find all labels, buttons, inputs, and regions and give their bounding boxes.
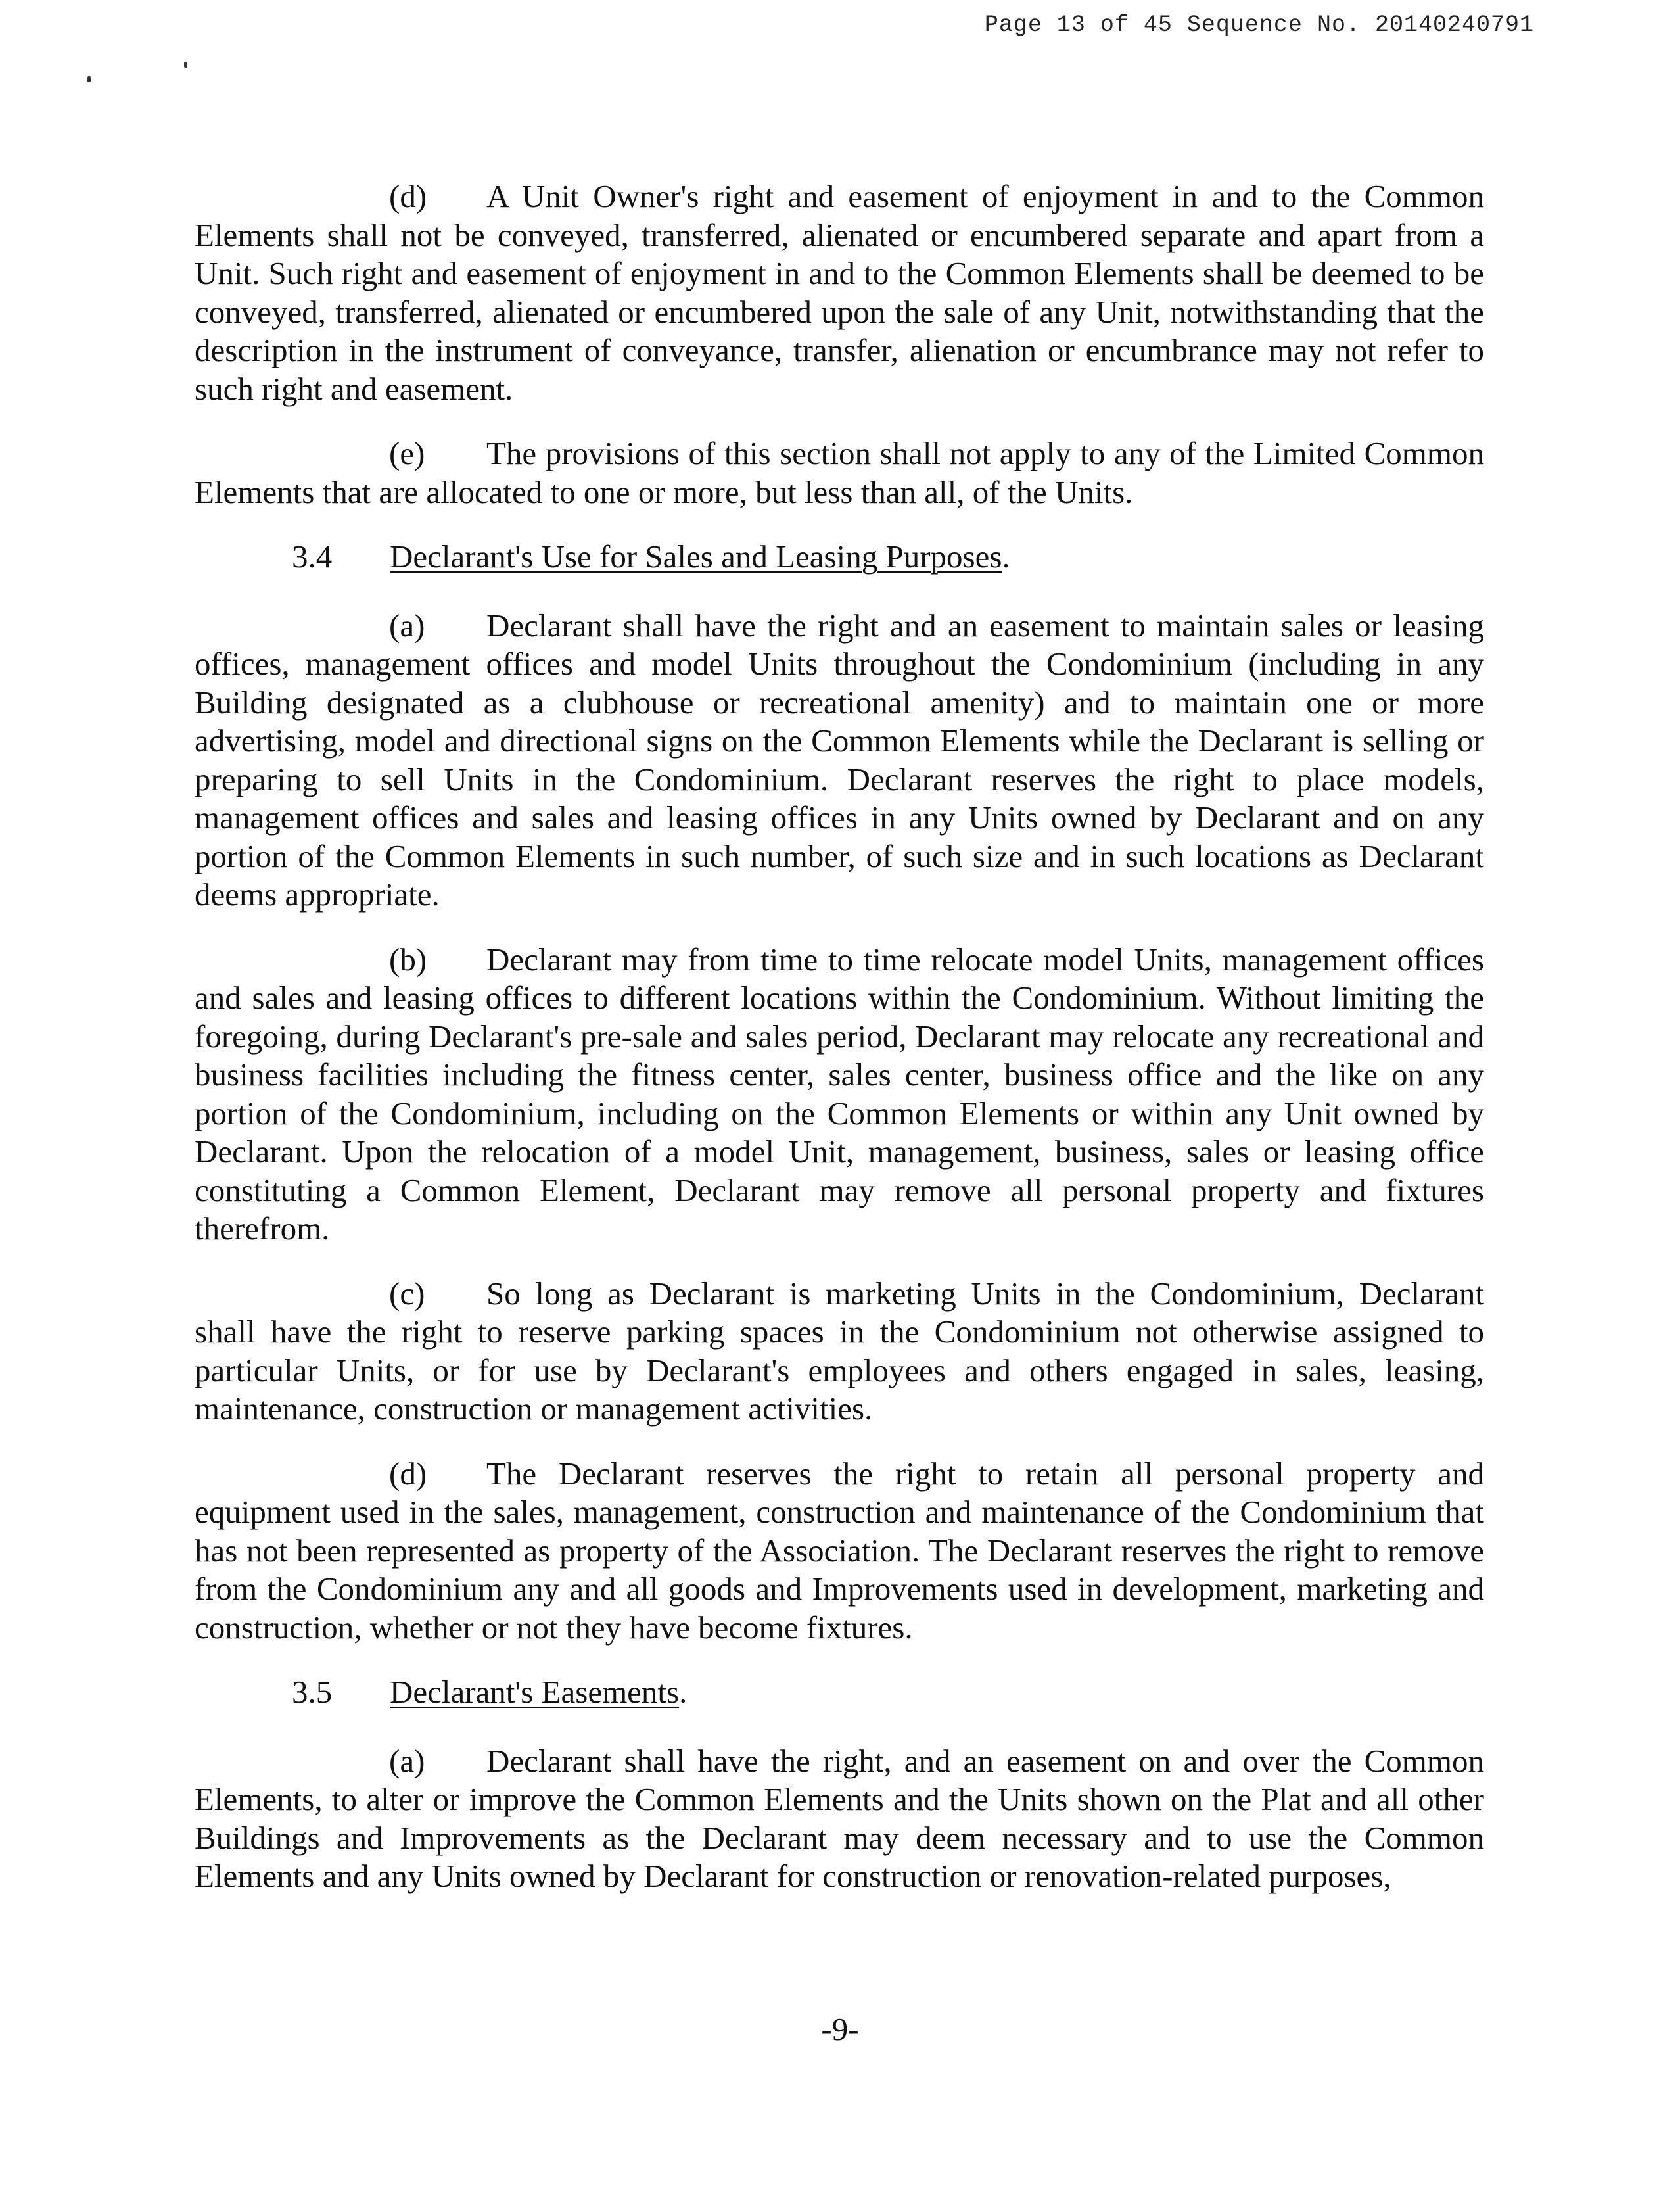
section-heading-3-5 — [195, 1673, 1484, 1712]
page-number-footer: -9- — [821, 2011, 859, 2047]
section-number: 3.5 — [292, 1674, 333, 1710]
paragraph-label: (d) — [389, 178, 427, 214]
section-title-period: . — [679, 1674, 688, 1710]
paragraph-text: So long as Declarant is marketing Units in the Condominium, Declarant shall have the right to reserve parking spaces in the Condominium not otherwise assigned to particular Units, or for use by Declarant's employees and others engaged in sales, leasing, maintenance, construction or management activities. — [195, 1275, 1484, 1427]
paragraph-3-4-a — [195, 607, 1484, 914]
paragraph-text: The Declarant reserves the right to retain all personal property and equipment used in the sales, management, construction and maintenance of the Condominium that has not been represented as property of the Association. The Declarant reserves the right to remove from the Condominium any and all goods and Improvements used in development, marketing and construction, whether or not they have become fixtures. — [195, 1455, 1484, 1646]
scan-speck — [87, 76, 91, 82]
paragraph-text: Declarant shall have the right, and an easement on and over the Common Elements, to alter or improve the Common Elements and the Units shown on the Plat and all other Buildings and Improvements as the Declarant may deem necessary and to use the Common Elements and any Units owned by Declarant for construction or renovation-related purposes, — [195, 1742, 1484, 1894]
paragraph-label: (d) — [389, 1455, 427, 1492]
section-title: Declarant's Easements — [390, 1674, 680, 1710]
paragraph-label: (b) — [389, 941, 427, 978]
section-number: 3.4 — [292, 538, 333, 575]
paragraph-text: The provisions of this section shall not apply to any of the Limited Common Elements that are allocated to one or more, but less than all, of the Units. — [195, 435, 1484, 510]
paragraph-label: (e) — [389, 435, 425, 471]
section-title-period: . — [1002, 538, 1010, 575]
paragraph-label: (a) — [389, 1742, 425, 1779]
page-sequence-stamp: Page 13 of 45 Sequence No. 20140240791 — [984, 12, 1534, 38]
paragraph-text: Declarant shall have the right and an easement to maintain sales or leasing offices, management offices and model Units throughout the Condominium (including in any Building designated as a clubhouse or recreational amenity) and to maintain one or more advertising, model and directional signs on the Common Elements while the Declarant is selling or preparing to sell Units in the Condominium. Declarant reserves the right to place models, management offices and sales and leasing offices in any Units owned by Declarant and on any portion of the Common Elements in such number, of such size and in such locations as Declarant deems appropriate. — [195, 607, 1484, 913]
scan-speck — [184, 62, 187, 68]
paragraph-3-3-d — [195, 178, 1484, 408]
paragraph-3-5-a — [195, 1742, 1484, 1896]
paragraph-text: Declarant may from time to time relocate model Units, management offices and sales and leasing offices to different locations within the Condominium. Without limiting the foregoing, during Declarant's pre-sale and sales period, Declarant may relocate any recreational and business facilities including the fitness center, sales center, business office and the like on any portion of the Condominium, including on the Common Elements or within any Unit owned by Declarant. Upon the relocation of a model Unit, management, business, sales or leasing office constituting a Common Element, Declarant may remove all personal property and fixtures therefrom. — [195, 941, 1484, 1246]
paragraph-3-4-c — [195, 1275, 1484, 1429]
document-body — [195, 178, 1484, 1922]
paragraph-label: (c) — [389, 1275, 425, 1312]
paragraph-text: A Unit Owner's right and easement of enjoyment in and to the Common Elements shall not be conveyed, transferred, alienated or encumbered separate and apart from a Unit. Such right and easement of enjoyment in and to the Common Elements shall be deemed to be conveyed, transferred, alienated or encumbered upon the sale of any Unit, notwithstanding that the description in the instrument of conveyance, transfer, alienation or encumbrance may not refer to such right and easement. — [195, 178, 1484, 407]
section-title: Declarant's Use for Sales and Leasing Purposes — [390, 538, 1002, 575]
section-heading-3-4 — [195, 538, 1484, 577]
paragraph-3-4-d — [195, 1455, 1484, 1648]
paragraph-label: (a) — [389, 607, 425, 644]
paragraph-3-4-b — [195, 941, 1484, 1248]
paragraph-3-3-e — [195, 435, 1484, 511]
